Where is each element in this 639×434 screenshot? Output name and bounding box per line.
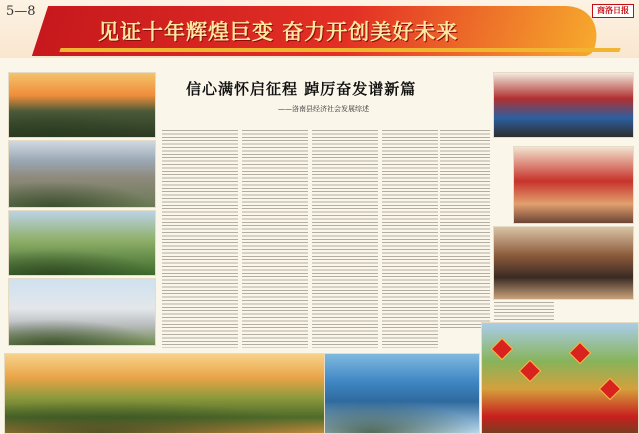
photo-sunset-fields bbox=[8, 72, 156, 138]
photo-group-event bbox=[493, 72, 634, 138]
chinese-knot-icon bbox=[519, 360, 542, 383]
newspaper-logo: 商洛日报 bbox=[592, 4, 634, 18]
banner-gold-stripe bbox=[59, 48, 620, 52]
text-column-5 bbox=[440, 130, 490, 330]
photo-factory-buildings bbox=[8, 278, 156, 346]
chinese-knot-icon bbox=[491, 338, 514, 361]
chinese-knot-icon bbox=[569, 342, 592, 365]
photo-festival-celebration bbox=[513, 146, 634, 224]
page-banner bbox=[0, 0, 639, 58]
text-column-6 bbox=[494, 302, 554, 322]
article-subtitle: ——洛南县经济社会发展综述 bbox=[278, 105, 369, 113]
page-number: 5—8 bbox=[6, 4, 36, 19]
text-column-2 bbox=[242, 130, 308, 348]
text-column-1 bbox=[162, 130, 238, 348]
banner-headline: 见证十年辉煌巨变 奋力开创美好未来 bbox=[98, 20, 459, 44]
article-title: 信心满怀启征程 踔厉奋发谱新篇 bbox=[186, 80, 417, 98]
photo-countryside-landscape bbox=[4, 353, 326, 434]
text-column-3 bbox=[312, 130, 378, 348]
photo-city-highway bbox=[8, 140, 156, 208]
photo-industrial-park bbox=[8, 210, 156, 276]
chinese-knot-icon bbox=[599, 378, 622, 401]
photo-heritage-craft bbox=[493, 226, 634, 300]
text-column-4 bbox=[382, 130, 438, 348]
photo-scenic-waterfall bbox=[324, 353, 480, 434]
photo-harvest-festival bbox=[481, 322, 639, 434]
